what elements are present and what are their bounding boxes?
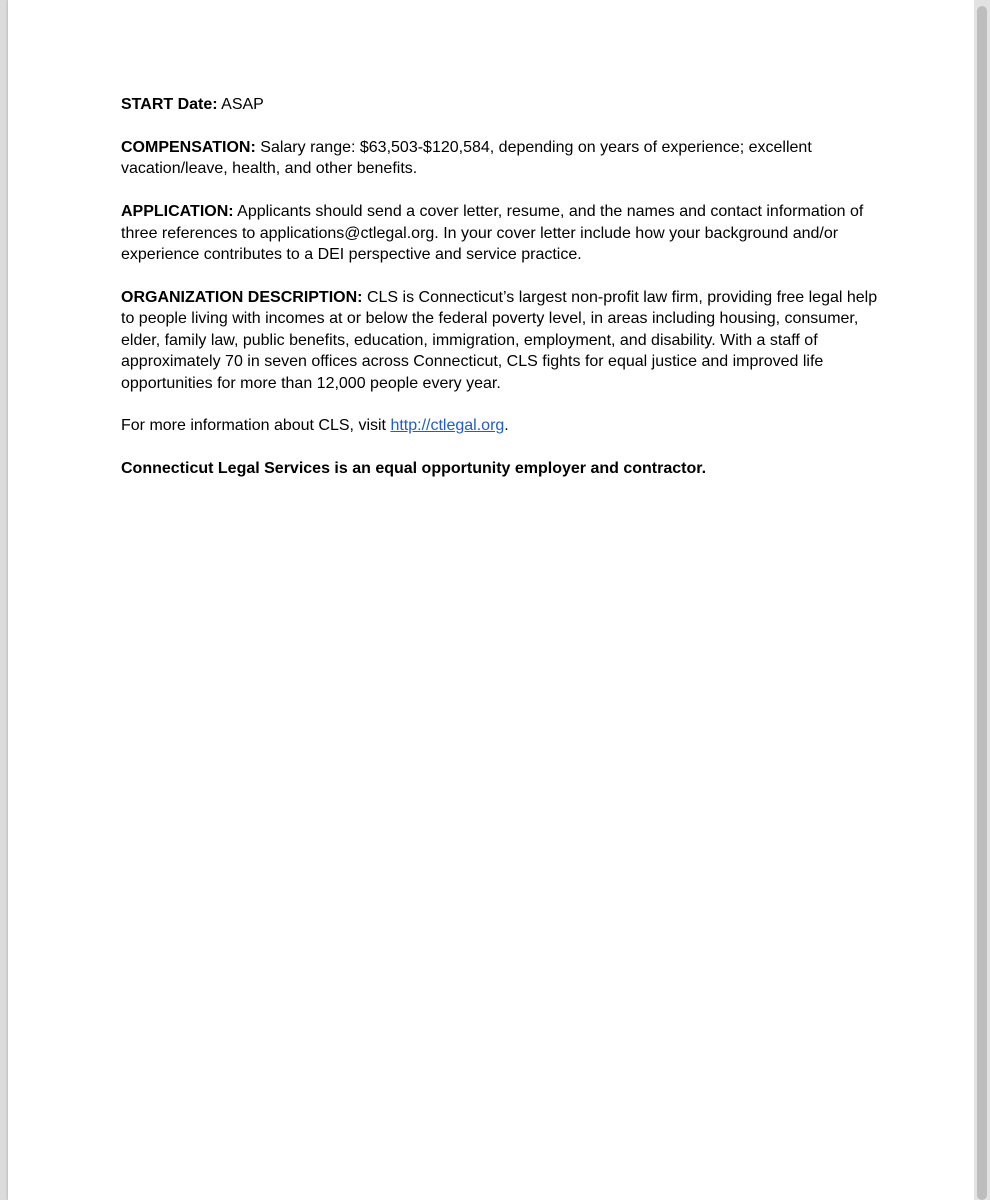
start-date-label: START Date: (121, 96, 218, 113)
application-label: APPLICATION: (121, 203, 234, 221)
organization-paragraph (121, 287, 881, 394)
more-info-suffix: . (504, 417, 509, 435)
application-text: Applicants should send a cover letter, resume, and the names and contact information of three references to applications@ctlegal.org. In your cover letter include how your background and/or experience contributes to a DEI perspective and service practice. (121, 203, 864, 264)
organization-text: CLS is Connecticut’s largest non-profit law firm, providing free legal help to people living with incomes at or below the federal poverty level, in areas including housing, consumer, elder, family law, public benefits, education, immigration, employment, and disability. With a staff of approximately 70 in seven offices across Connecticut, CLS fights for equal justice and improved life opportunities for more than 12,000 people every year. (121, 288, 878, 392)
organization-label: ORGANIZATION DESCRIPTION: (121, 288, 363, 306)
application-paragraph (121, 201, 881, 265)
more-info-prefix: For more information about CLS, visit (121, 417, 386, 435)
compensation-label: COMPENSATION: (121, 138, 256, 156)
ctlegal-link[interactable]: http://ctlegal.org (390, 417, 505, 435)
compensation-paragraph (121, 137, 881, 180)
start-date-paragraph (121, 94, 881, 115)
compensation-text: Salary range: $63,503-$120,584, depending on years of experience; excellent vacation/leave, health, and other benefits. (121, 138, 812, 178)
document-body (121, 94, 881, 480)
more-info-paragraph (121, 415, 881, 436)
vertical-scrollbar[interactable] (974, 0, 990, 1200)
start-date-value: ASAP (221, 96, 264, 113)
document-page (8, 0, 974, 1200)
scrollbar-thumb[interactable] (977, 6, 987, 1200)
equal-opportunity-statement: Connecticut Legal Services is an equal opportunity employer and contractor. (121, 460, 707, 478)
